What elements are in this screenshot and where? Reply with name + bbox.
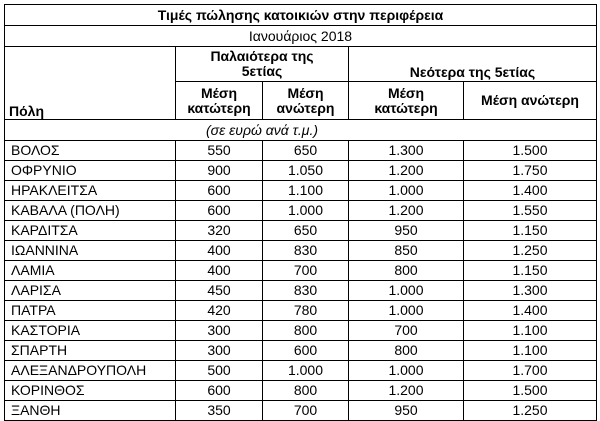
old-max-cell: 800 (263, 381, 349, 401)
table-row (5, 181, 597, 201)
city-cell: ΗΡΑΚΛΕΙΤΣΑ (5, 181, 176, 201)
old-max-cell: 830 (263, 281, 349, 301)
old-min-cell: 300 (176, 321, 263, 341)
new-max-cell: 1.750 (464, 161, 597, 181)
old-min-cell: 600 (176, 201, 263, 221)
header-blank (5, 47, 176, 82)
new-min-cell: 950 (349, 401, 464, 421)
new-min-cell: 700 (349, 321, 464, 341)
price-table (4, 4, 597, 421)
new-min-cell: 1.200 (349, 161, 464, 181)
new-min-cell: 950 (349, 221, 464, 241)
city-cell: ΒΟΛΟΣ (5, 141, 176, 161)
old-min-cell: 900 (176, 161, 263, 181)
new-min-cell: 1.000 (349, 181, 464, 201)
old-min-cell: 320 (176, 221, 263, 241)
price-table-container (4, 4, 597, 421)
header-old-min-line1: Μέση (200, 84, 238, 101)
header-city: Πόλη (5, 82, 176, 120)
table-row (5, 161, 597, 181)
city-cell: ΟΦΡΥΝΙΟ (5, 161, 176, 181)
new-max-cell: 1.300 (464, 281, 597, 301)
table-row (5, 281, 597, 301)
header-new-max: Μέση ανώτερη (464, 82, 597, 120)
table-row (5, 141, 597, 161)
city-cell: ΑΛΕΞΑΝΔΡΟΥΠΟΛΗ (5, 361, 176, 381)
new-max-cell: 1.150 (464, 221, 597, 241)
header-older-line2: 5ετίας (241, 63, 283, 79)
header-new-min-line1: Μέση (387, 84, 425, 101)
table-row (5, 221, 597, 241)
table-row (5, 381, 597, 401)
new-max-cell: 1.400 (464, 301, 597, 321)
table-row (5, 301, 597, 321)
table-row (5, 341, 597, 361)
old-max-cell: 650 (263, 141, 349, 161)
table-row (5, 361, 597, 381)
city-cell: ΞΑΝΘΗ (5, 401, 176, 421)
unit-blank (5, 120, 176, 141)
old-min-cell: 300 (176, 341, 263, 361)
header-older-group (176, 47, 349, 82)
new-min-cell: 1.300 (349, 141, 464, 161)
header-old-max (263, 82, 349, 120)
old-max-cell: 650 (263, 221, 349, 241)
new-max-cell: 1.150 (464, 261, 597, 281)
old-max-cell: 1.050 (263, 161, 349, 181)
city-cell: ΠΑΤΡΑ (5, 301, 176, 321)
table-title: Τιμές πώλησης κατοικιών στην περιφέρεια (5, 5, 597, 26)
new-max-cell: 1.550 (464, 201, 597, 221)
new-min-cell: 1.000 (349, 361, 464, 381)
old-max-cell: 1.000 (263, 201, 349, 221)
header-old-min-line2: κατώτερη (187, 99, 251, 116)
new-max-cell: 1.100 (464, 341, 597, 361)
old-min-cell: 500 (176, 361, 263, 381)
old-max-cell: 780 (263, 301, 349, 321)
old-max-cell: 830 (263, 241, 349, 261)
old-min-cell: 400 (176, 241, 263, 261)
old-min-cell: 600 (176, 381, 263, 401)
table-row (5, 261, 597, 281)
unit-blank-2 (349, 120, 464, 141)
city-cell: ΛΑΜΙΑ (5, 261, 176, 281)
old-min-cell: 450 (176, 281, 263, 301)
header-newer-group: Νεότερα της 5ετίας (349, 47, 597, 82)
old-max-cell: 600 (263, 341, 349, 361)
old-max-cell: 1.100 (263, 181, 349, 201)
new-min-cell: 800 (349, 261, 464, 281)
old-min-cell: 550 (176, 141, 263, 161)
old-max-cell: 700 (263, 401, 349, 421)
old-max-cell: 1.000 (263, 361, 349, 381)
header-old-max-line2: ανώτερη (276, 99, 335, 116)
new-max-cell: 1.100 (464, 321, 597, 341)
new-max-cell: 1.500 (464, 381, 597, 401)
new-max-cell: 1.400 (464, 181, 597, 201)
table-subtitle: Ιανουάριος 2018 (5, 26, 597, 47)
new-min-cell: 1.200 (349, 381, 464, 401)
old-max-cell: 800 (263, 321, 349, 341)
table-row (5, 201, 597, 221)
city-cell: ΙΩΑΝΝΙΝΑ (5, 241, 176, 261)
old-min-cell: 350 (176, 401, 263, 421)
city-cell: ΣΠΑΡΤΗ (5, 341, 176, 361)
header-new-min-line2: κατώτερη (374, 99, 438, 116)
old-min-cell: 400 (176, 261, 263, 281)
city-cell: ΚΑΒΑΛΑ (ΠΟΛΗ) (5, 201, 176, 221)
city-cell: ΚΟΡΙΝΘΟΣ (5, 381, 176, 401)
old-max-cell: 700 (263, 261, 349, 281)
header-old-max-line1: Μέση (287, 84, 324, 101)
header-older-line1: Παλαιότερα της (210, 48, 314, 64)
city-cell: ΚΑΣΤΟΡΙΑ (5, 321, 176, 341)
old-min-cell: 600 (176, 181, 263, 201)
table-row (5, 401, 597, 421)
city-cell: ΚΑΡΔΙΤΣΑ (5, 221, 176, 241)
new-min-cell: 800 (349, 341, 464, 361)
table-row (5, 241, 597, 261)
new-max-cell: 1.500 (464, 141, 597, 161)
header-old-min (176, 82, 263, 120)
new-min-cell: 1.200 (349, 201, 464, 221)
new-max-cell: 1.250 (464, 241, 597, 261)
unit-blank-3 (464, 120, 597, 141)
unit-note: (σε ευρώ ανά τ.μ.) (176, 120, 349, 141)
new-min-cell: 850 (349, 241, 464, 261)
new-min-cell: 1.000 (349, 301, 464, 321)
new-max-cell: 1.700 (464, 361, 597, 381)
new-max-cell: 1.250 (464, 401, 597, 421)
city-cell: ΛΑΡΙΣΑ (5, 281, 176, 301)
new-min-cell: 1.000 (349, 281, 464, 301)
table-row (5, 321, 597, 341)
old-min-cell: 420 (176, 301, 263, 321)
header-new-min (349, 82, 464, 120)
